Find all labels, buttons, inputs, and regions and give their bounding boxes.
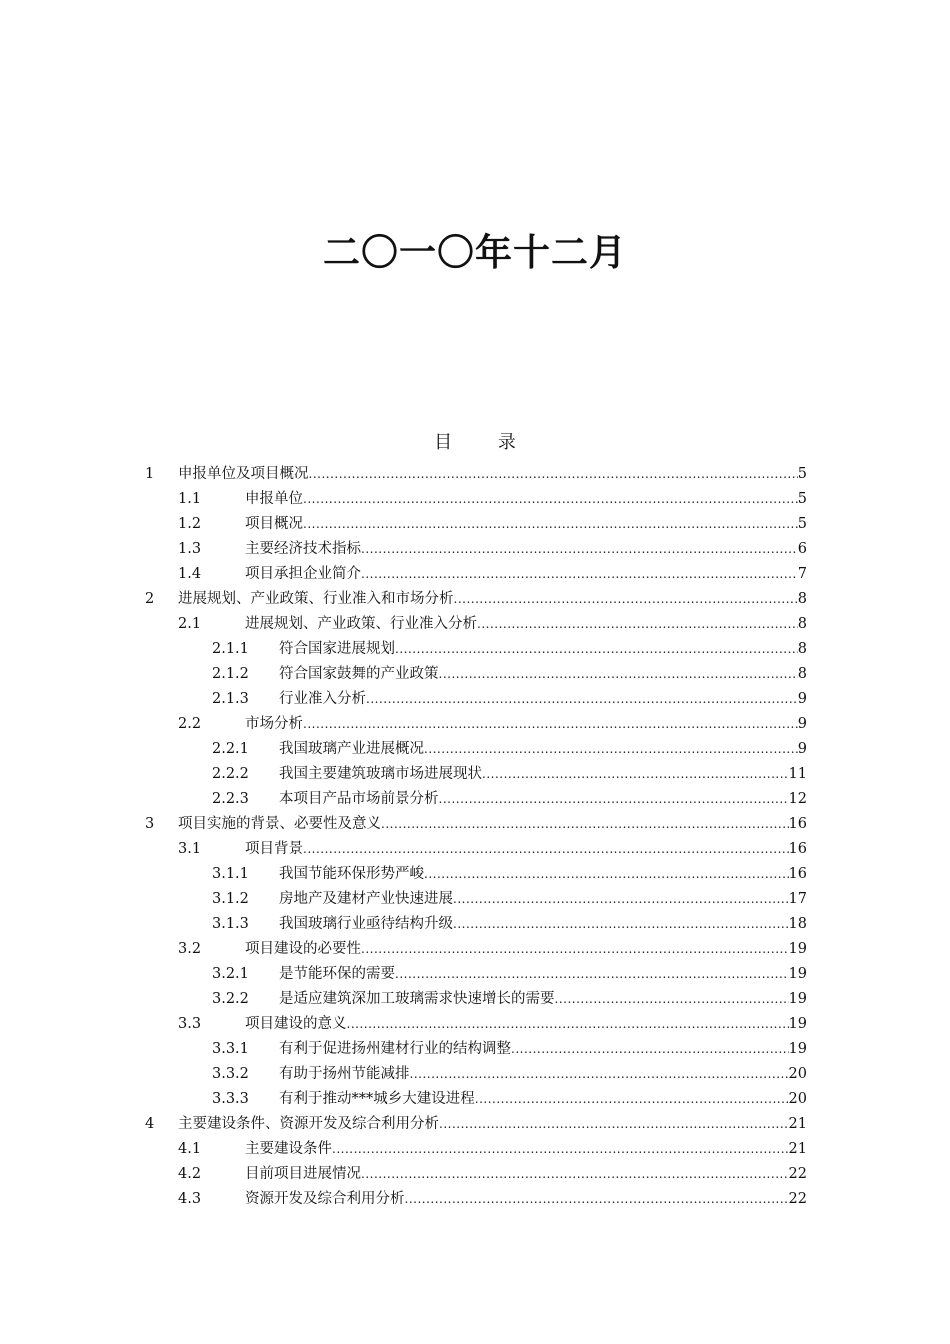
toc-dot-leader [453, 912, 789, 937]
toc-entry-page-number: 8 [797, 641, 807, 657]
toc-entry[interactable] [145, 1112, 807, 1137]
toc-entry[interactable] [145, 587, 807, 612]
toc-entry-number: 2.2.2 [212, 766, 249, 782]
toc-entry-title: 是适应建筑深加工玻璃需求快速增长的需要 [279, 991, 555, 1007]
toc-entry-number: 1.3 [178, 541, 202, 557]
toc-entry-number: 2.2 [178, 716, 202, 732]
toc-entry-title: 申报单位及项目概况 [178, 466, 309, 482]
toc-entry-number: 2.2.3 [212, 791, 249, 807]
toc-entry-title: 项目概况 [245, 516, 303, 532]
toc-entry-page-number: 5 [797, 466, 807, 482]
toc-entry-page-number: 8 [797, 616, 807, 632]
toc-entry-title: 我国玻璃产业进展概况 [279, 741, 424, 757]
toc-entry[interactable] [145, 762, 807, 787]
toc-entry-title: 项目建设的必要性 [245, 941, 361, 957]
toc-entry-page-number: 9 [797, 716, 807, 732]
toc-entry-number: 3.2 [178, 941, 202, 957]
toc-dot-leader [361, 537, 798, 562]
toc-dot-leader [361, 937, 789, 962]
toc-entry-page-number: 19 [788, 941, 807, 957]
toc-entry[interactable] [145, 1087, 807, 1112]
toc-entry-page-number: 19 [788, 991, 807, 1007]
toc-dot-leader [454, 587, 798, 612]
toc-entry-page-number: 20 [788, 1066, 807, 1082]
toc-dot-leader [405, 1187, 789, 1212]
toc-entry-title: 项目建设的意义 [245, 1016, 347, 1032]
toc-entry[interactable] [145, 837, 807, 862]
toc-entry-page-number: 20 [788, 1091, 807, 1107]
toc-entry[interactable] [145, 887, 807, 912]
toc-entry[interactable] [145, 1137, 807, 1162]
toc-dot-leader [395, 962, 789, 987]
toc-entry[interactable] [145, 937, 807, 962]
toc-dot-leader [395, 637, 798, 662]
toc-entry-title: 项目实施的背景、必要性及意义 [178, 816, 381, 832]
date-title: 二〇一〇年十二月 [323, 231, 627, 274]
toc-entry-number: 2 [145, 591, 155, 607]
toc-entry-number: 4.2 [178, 1166, 202, 1182]
toc-entry-page-number: 5 [797, 491, 807, 507]
toc-entry[interactable] [145, 787, 807, 812]
toc-entry[interactable] [145, 537, 807, 562]
toc-entry-number: 3.1.3 [212, 916, 249, 932]
toc-entry-number: 3 [145, 816, 155, 832]
toc-entry-title: 项目背景 [245, 841, 303, 857]
toc-entry-title: 行业准入分析 [279, 691, 366, 707]
toc-entry-number: 4.1 [178, 1141, 202, 1157]
toc-dot-leader [424, 862, 789, 887]
toc-entry-number: 3.1.2 [212, 891, 249, 907]
toc-entry-number: 3.3.3 [212, 1091, 249, 1107]
toc-entry-number: 4 [145, 1116, 155, 1132]
toc-entry-number: 2.1.2 [212, 666, 249, 682]
toc-entry-title: 有利于推动***城乡大建设进程 [279, 1091, 475, 1107]
toc-entry-title: 符合国家进展规划 [279, 641, 395, 657]
toc-entry-page-number: 11 [788, 766, 807, 782]
toc-dot-leader [439, 787, 789, 812]
toc-entry-page-number: 16 [788, 866, 807, 882]
toc-entry-page-number: 17 [788, 891, 807, 907]
toc-entry-number: 3.1.1 [212, 866, 249, 882]
toc-entry-page-number: 19 [788, 1041, 807, 1057]
toc-dot-leader [303, 512, 798, 537]
toc-entry-number: 3.2.2 [212, 991, 249, 1007]
toc-dot-leader [303, 487, 798, 512]
toc-entry-page-number: 16 [788, 816, 807, 832]
toc-dot-leader [555, 987, 789, 1012]
toc-dot-leader [303, 837, 789, 862]
toc-entry[interactable] [145, 487, 807, 512]
toc-entry-title: 房地产及建材产业快速进展 [279, 891, 453, 907]
toc-dot-leader [332, 1137, 789, 1162]
toc-entry-page-number: 7 [797, 566, 807, 582]
toc-dot-leader [482, 762, 789, 787]
toc-entry[interactable] [145, 737, 807, 762]
toc-entry-number: 3.3 [178, 1016, 202, 1032]
toc-dot-leader [347, 1012, 789, 1037]
toc-entry-page-number: 16 [788, 841, 807, 857]
toc-entry-number: 1.1 [178, 491, 202, 507]
toc-entry-page-number: 5 [797, 516, 807, 532]
toc-entry[interactable] [145, 987, 807, 1012]
toc-entry-title: 有利于促进扬州建材行业的结构调整 [279, 1041, 511, 1057]
toc-heading: 目 录 [434, 432, 536, 453]
toc-entry-title: 申报单位 [245, 491, 303, 507]
toc-entry-title: 项目承担企业简介 [245, 566, 361, 582]
toc-entry[interactable] [145, 1062, 807, 1087]
toc-entry[interactable] [145, 637, 807, 662]
toc-entry-number: 1.4 [178, 566, 202, 582]
toc-entry-number: 2.1.1 [212, 641, 249, 657]
toc-entry-page-number: 6 [797, 541, 807, 557]
toc-dot-leader [303, 712, 798, 737]
toc-dot-leader [309, 462, 798, 487]
toc-entry-number: 2.1 [178, 616, 202, 632]
toc-entry[interactable] [145, 687, 807, 712]
toc-dot-leader [361, 1162, 789, 1187]
toc-entry[interactable] [145, 712, 807, 737]
toc-entry-page-number: 19 [788, 1016, 807, 1032]
toc-entry-number: 4.3 [178, 1191, 202, 1207]
toc-dot-leader [361, 562, 798, 587]
toc-entry-title: 进展规划、产业政策、行业准入分析 [245, 616, 477, 632]
toc-entry[interactable] [145, 812, 807, 837]
toc-dot-leader [511, 1037, 789, 1062]
toc-dot-leader [381, 812, 789, 837]
toc-entry-title: 主要建设条件 [245, 1141, 332, 1157]
toc-entry-title: 本项目产品市场前景分析 [279, 791, 439, 807]
toc-entry-number: 3.1 [178, 841, 202, 857]
toc-entry[interactable] [145, 1012, 807, 1037]
toc-entry-page-number: 21 [788, 1116, 807, 1132]
toc-entry-page-number: 8 [797, 591, 807, 607]
toc-entry-page-number: 22 [788, 1166, 807, 1182]
toc-entry-title: 我国节能环保形势严峻 [279, 866, 424, 882]
toc-entry[interactable] [145, 862, 807, 887]
toc-entry-title: 主要经济技术指标 [245, 541, 361, 557]
toc-entry-title: 我国主要建筑玻璃市场进展现状 [279, 766, 482, 782]
toc-entry[interactable] [145, 512, 807, 537]
toc-dot-leader [475, 1087, 789, 1112]
toc-entry[interactable] [145, 962, 807, 987]
toc-dot-leader [439, 1112, 789, 1137]
toc-entry-title: 目前项目进展情况 [245, 1166, 361, 1182]
toc-entry-page-number: 9 [797, 691, 807, 707]
toc-entry-title: 符合国家鼓舞的产业政策 [279, 666, 439, 682]
toc-dot-leader [453, 887, 789, 912]
toc-entry[interactable] [145, 1037, 807, 1062]
toc-entry[interactable] [145, 1162, 807, 1187]
toc-entry-number: 1 [145, 466, 155, 482]
toc-dot-leader [366, 687, 798, 712]
toc-entry[interactable] [145, 1187, 807, 1212]
toc-entry-title: 有助于扬州节能减排 [279, 1066, 410, 1082]
toc-entry-number: 2.1.3 [212, 691, 249, 707]
toc-entry-number: 2.2.1 [212, 741, 249, 757]
toc-entry-title: 主要建设条件、资源开发及综合利用分析 [178, 1116, 439, 1132]
toc-entry-page-number: 8 [797, 666, 807, 682]
toc-entry-page-number: 19 [788, 966, 807, 982]
toc-entry-number: 3.3.1 [212, 1041, 249, 1057]
toc-entry-number: 3.2.1 [212, 966, 249, 982]
toc-dot-leader [424, 737, 798, 762]
toc-entry-page-number: 21 [788, 1141, 807, 1157]
toc-entry[interactable] [145, 612, 807, 637]
toc-entry[interactable] [145, 562, 807, 587]
table-of-contents [145, 462, 807, 1212]
toc-entry-number: 1.2 [178, 516, 202, 532]
toc-dot-leader [410, 1062, 789, 1087]
toc-entry[interactable] [145, 662, 807, 687]
toc-entry-page-number: 12 [788, 791, 807, 807]
toc-entry[interactable] [145, 912, 807, 937]
toc-entry-title: 我国玻璃行业亟待结构升级 [279, 916, 453, 932]
toc-dot-leader [439, 662, 798, 687]
toc-entry-title: 市场分析 [245, 716, 303, 732]
toc-entry[interactable] [145, 462, 807, 487]
toc-entry-number: 3.3.2 [212, 1066, 249, 1082]
toc-entry-title: 是节能环保的需要 [279, 966, 395, 982]
toc-entry-title: 资源开发及综合利用分析 [245, 1191, 405, 1207]
toc-entry-title: 进展规划、产业政策、行业准入和市场分析 [178, 591, 454, 607]
toc-dot-leader [477, 612, 798, 637]
toc-entry-page-number: 9 [797, 741, 807, 757]
toc-entry-page-number: 18 [788, 916, 807, 932]
toc-entry-page-number: 22 [788, 1191, 807, 1207]
